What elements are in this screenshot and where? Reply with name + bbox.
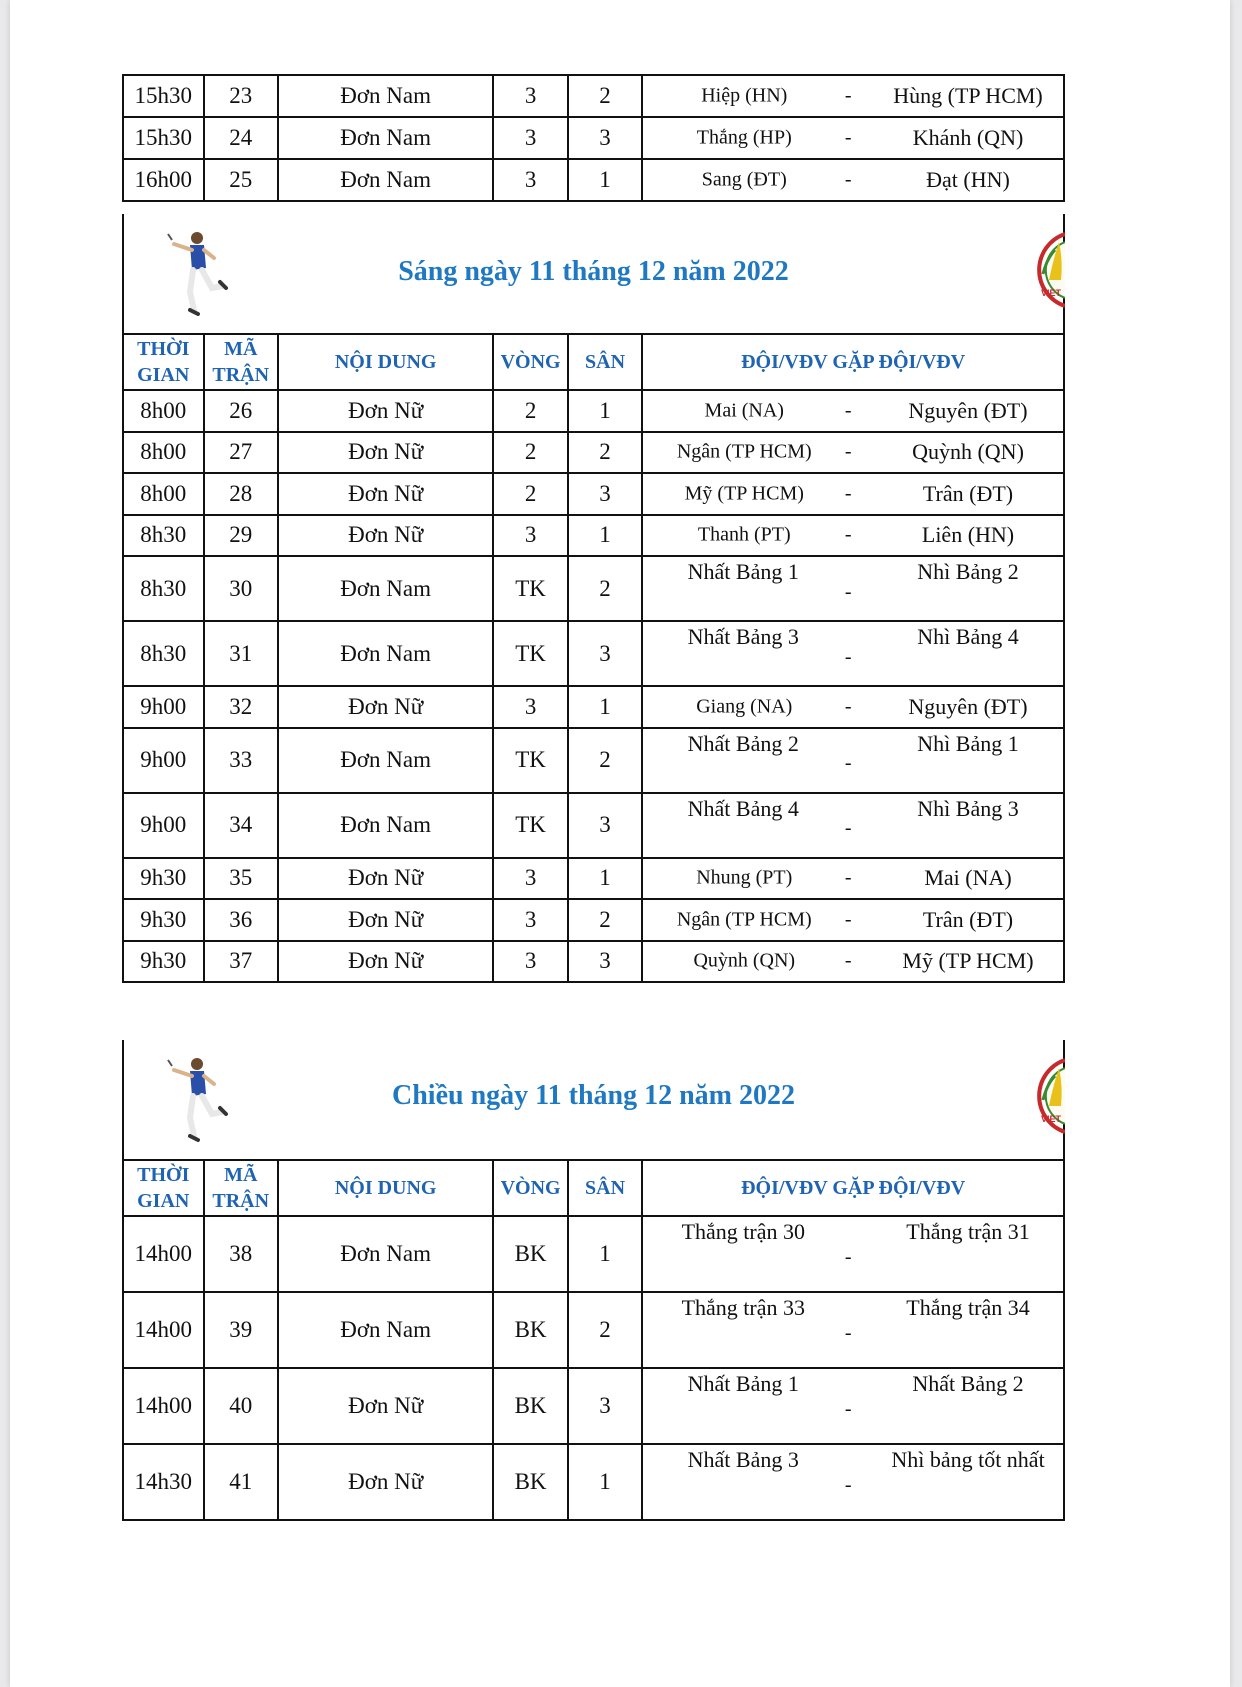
event-cell: Đơn Nữ (278, 1368, 493, 1444)
court-cell: 1 (568, 1216, 642, 1292)
time-cell: 8h30 (123, 515, 204, 557)
table-row (123, 858, 1064, 900)
player-two: Nhì Bảng 2 (917, 559, 1019, 584)
player-two: Nhì Bảng 3 (917, 795, 1019, 821)
event-cell: Đơn Nam (278, 1292, 493, 1368)
player-one: Hiệp (HN) (701, 84, 788, 107)
versus-separator: - (844, 816, 852, 839)
player-two: Đạt (HN) (926, 167, 1010, 192)
header-round: VÒNG (493, 1160, 567, 1216)
player-one: Nhất Bảng 2 (687, 730, 799, 756)
player-one: Thanh (PT) (697, 523, 791, 546)
match-code-cell: 28 (204, 473, 278, 515)
matchup-cell (642, 621, 1064, 686)
player-two: Thắng trận 34 (906, 1295, 1030, 1320)
player-two: Nhì bảng tốt nhất (891, 1447, 1045, 1472)
versus-separator: - (844, 1321, 852, 1344)
header-match-code: MÃ TRẬN (204, 334, 278, 390)
round-cell: TK (493, 556, 567, 621)
matchup-cell (642, 686, 1064, 728)
event-cell: Đơn Nam (278, 1216, 493, 1292)
player-one: Nhất Bảng 4 (687, 795, 799, 821)
court-cell: 1 (568, 1444, 642, 1520)
event-cell: Đơn Nữ (278, 432, 493, 474)
table-row (123, 793, 1064, 858)
round-cell: 3 (493, 159, 567, 201)
matchup-cell (642, 473, 1064, 515)
player-one: Nhất Bảng 3 (687, 624, 799, 649)
time-cell: 14h00 (123, 1216, 204, 1292)
event-cell: Đơn Nam (278, 159, 493, 201)
event-cell: Đơn Nam (278, 75, 493, 117)
time-cell: 8h00 (123, 432, 204, 474)
round-cell: 3 (493, 899, 567, 941)
versus-separator: - (844, 1473, 852, 1496)
versus-separator: - (844, 440, 852, 463)
matchup-cell (642, 556, 1064, 621)
player-two: Liên (HN) (921, 522, 1015, 548)
table-row (123, 117, 1064, 159)
round-cell: 3 (493, 515, 567, 557)
match-code-cell: 29 (204, 515, 278, 557)
matchup-cell (642, 1292, 1064, 1368)
court-cell: 1 (568, 686, 642, 728)
round-cell: BK (493, 1216, 567, 1292)
time-cell: 9h00 (123, 686, 204, 728)
versus-separator: - (844, 399, 852, 422)
federation-logo-icon (1019, 1056, 1065, 1136)
player-one: Giang (NA) (696, 695, 793, 718)
matchup-cell (642, 1216, 1064, 1292)
player-one: Thắng trận 33 (681, 1295, 805, 1320)
round-cell: TK (493, 793, 567, 858)
round-cell: TK (493, 621, 567, 686)
player-two: Trân (ĐT) (922, 906, 1014, 932)
court-cell: 2 (568, 75, 642, 117)
match-code-cell: 30 (204, 556, 278, 621)
header-match: ĐỘI/VĐV GẶP ĐỘI/VĐV (642, 334, 1064, 390)
match-code-cell: 32 (204, 686, 278, 728)
table-row (123, 1216, 1064, 1292)
table-row (123, 473, 1064, 515)
versus-separator: - (844, 866, 852, 889)
table-header-row (123, 1160, 1064, 1216)
versus-separator: - (844, 645, 852, 668)
versus-separator: - (844, 482, 852, 505)
header-time: THỜI GIAN (123, 334, 204, 390)
match-code-cell: 24 (204, 117, 278, 159)
matchup-cell (642, 793, 1064, 858)
event-cell: Đơn Nữ (278, 941, 493, 983)
round-cell: BK (493, 1444, 567, 1520)
matchup-cell (642, 899, 1064, 941)
round-cell: 2 (493, 473, 567, 515)
table-row (123, 390, 1064, 432)
header-match-code: MÃ TRẬN (204, 1160, 278, 1216)
player-two: Nhì Bảng 4 (917, 624, 1019, 649)
time-cell: 9h00 (123, 793, 204, 858)
table-row (123, 556, 1064, 621)
player-two: Mai (NA) (924, 865, 1012, 891)
header-match: ĐỘI/VĐV GẶP ĐỘI/VĐV (642, 1160, 1064, 1216)
time-cell: 8h00 (123, 473, 204, 515)
player-one: Nhung (PT) (696, 866, 793, 889)
player-two: Hùng (TP HCM) (893, 83, 1043, 108)
player-one: Mai (NA) (704, 399, 784, 422)
round-cell: BK (493, 1368, 567, 1444)
table-row (123, 941, 1064, 983)
matchup-cell (642, 390, 1064, 432)
player-one: Mỹ (TP HCM) (684, 482, 804, 505)
schedule-table-top (122, 74, 1065, 202)
matchup-cell (642, 75, 1064, 117)
header-event: NỘI DUNG (278, 334, 493, 390)
time-cell: 15h30 (123, 117, 204, 159)
event-cell: Đơn Nữ (278, 899, 493, 941)
event-cell: Đơn Nữ (278, 515, 493, 557)
court-cell: 3 (568, 117, 642, 159)
table-row (123, 1444, 1064, 1520)
schedule-table-morning (122, 333, 1065, 983)
header-time: THỜI GIAN (123, 1160, 204, 1216)
player-two: Nguyên (ĐT) (908, 693, 1028, 719)
court-cell: 3 (568, 941, 642, 983)
event-cell: Đơn Nam (278, 556, 493, 621)
event-cell: Đơn Nữ (278, 858, 493, 900)
match-code-cell: 38 (204, 1216, 278, 1292)
schedule-table-afternoon (122, 1159, 1065, 1521)
federation-logo-icon (1019, 230, 1065, 310)
event-cell: Đơn Nữ (278, 473, 493, 515)
header-court: SÂN (568, 334, 642, 390)
event-cell: Đơn Nam (278, 621, 493, 686)
table-row (123, 899, 1064, 941)
player-one: Ngân (TP HCM) (676, 440, 812, 463)
table-row (123, 686, 1064, 728)
player-one: Quỳnh (QN) (693, 949, 796, 972)
match-code-cell: 34 (204, 793, 278, 858)
match-code-cell: 39 (204, 1292, 278, 1368)
player-two: Nguyên (ĐT) (908, 397, 1028, 423)
versus-separator: - (844, 126, 852, 149)
match-code-cell: 36 (204, 899, 278, 941)
player-two: Nhất Bảng 2 (912, 1371, 1024, 1396)
table-row (123, 432, 1064, 474)
header-round: VÒNG (493, 334, 567, 390)
matchup-cell (642, 941, 1064, 983)
round-cell: 3 (493, 686, 567, 728)
table-row (123, 1368, 1064, 1444)
court-cell: 3 (568, 1368, 642, 1444)
court-cell: 1 (568, 858, 642, 900)
round-cell: 3 (493, 117, 567, 159)
court-cell: 1 (568, 159, 642, 201)
match-code-cell: 26 (204, 390, 278, 432)
versus-separator: - (844, 580, 852, 603)
table-row (123, 728, 1064, 793)
matchup-cell (642, 728, 1064, 793)
round-cell: 3 (493, 75, 567, 117)
time-cell: 15h30 (123, 75, 204, 117)
time-cell: 9h30 (123, 941, 204, 983)
player-one: Thắng trận 30 (681, 1219, 805, 1244)
matchup-cell (642, 858, 1064, 900)
time-cell: 14h00 (123, 1292, 204, 1368)
matchup-cell (642, 515, 1064, 557)
versus-separator: - (844, 84, 852, 107)
time-cell: 8h00 (123, 390, 204, 432)
court-cell: 2 (568, 728, 642, 793)
match-code-cell: 27 (204, 432, 278, 474)
time-cell: 8h30 (123, 621, 204, 686)
svg-text:VIET: VIET (1041, 1114, 1062, 1124)
matchup-cell (642, 117, 1064, 159)
event-cell: Đơn Nam (278, 117, 493, 159)
round-cell: 3 (493, 858, 567, 900)
event-cell: Đơn Nam (278, 793, 493, 858)
player-two: Quỳnh (QN) (912, 439, 1024, 465)
match-code-cell: 37 (204, 941, 278, 983)
player-two: Khánh (QN) (912, 125, 1024, 150)
player-one: Ngân (TP HCM) (676, 908, 812, 931)
court-cell: 2 (568, 432, 642, 474)
player-two: Trân (ĐT) (922, 480, 1014, 506)
table-row (123, 515, 1064, 557)
time-cell: 9h30 (123, 899, 204, 941)
player-one: Nhất Bảng 3 (687, 1447, 799, 1472)
versus-separator: - (844, 168, 852, 191)
event-cell: Đơn Nữ (278, 1444, 493, 1520)
table-row (123, 75, 1064, 117)
court-cell: 2 (568, 899, 642, 941)
table-header-row (123, 334, 1064, 390)
player-one: Nhất Bảng 1 (687, 559, 799, 584)
afternoon-banner (122, 1040, 1065, 1160)
match-code-cell: 25 (204, 159, 278, 201)
court-cell: 1 (568, 390, 642, 432)
time-cell: 9h30 (123, 858, 204, 900)
match-code-cell: 35 (204, 858, 278, 900)
round-cell: 3 (493, 941, 567, 983)
versus-separator: - (844, 1245, 852, 1268)
time-cell: 8h30 (123, 556, 204, 621)
player-two: Nhì Bảng 1 (917, 730, 1019, 756)
court-cell: 2 (568, 556, 642, 621)
player-two: Thắng trận 31 (906, 1219, 1030, 1244)
round-cell: BK (493, 1292, 567, 1368)
versus-separator: - (844, 751, 852, 774)
event-cell: Đơn Nữ (278, 390, 493, 432)
afternoon-title: Chiều ngày 11 tháng 12 năm 2022 (392, 1080, 795, 1111)
event-cell: Đơn Nam (278, 728, 493, 793)
round-cell: 2 (493, 432, 567, 474)
document-page (10, 0, 1230, 1687)
player-one: Thắng (HP) (696, 126, 792, 149)
match-code-cell: 31 (204, 621, 278, 686)
time-cell: 16h00 (123, 159, 204, 201)
match-code-cell: 41 (204, 1444, 278, 1520)
player-one: Sang (ĐT) (701, 168, 787, 191)
court-cell: 3 (568, 793, 642, 858)
versus-separator: - (844, 1397, 852, 1420)
court-cell: 3 (568, 621, 642, 686)
player-two: Mỹ (TP HCM) (902, 948, 1034, 974)
player-one: Nhất Bảng 1 (687, 1371, 799, 1396)
match-code-cell: 23 (204, 75, 278, 117)
matchup-cell (642, 1368, 1064, 1444)
time-cell: 14h00 (123, 1368, 204, 1444)
matchup-cell (642, 159, 1064, 201)
round-cell: 2 (493, 390, 567, 432)
versus-separator: - (844, 949, 852, 972)
matchup-cell (642, 432, 1064, 474)
court-cell: 1 (568, 515, 642, 557)
event-cell: Đơn Nữ (278, 686, 493, 728)
time-cell: 9h00 (123, 728, 204, 793)
header-court: SÂN (568, 1160, 642, 1216)
versus-separator: - (844, 695, 852, 718)
table-row (123, 1292, 1064, 1368)
court-cell: 3 (568, 473, 642, 515)
header-event: NỘI DUNG (278, 1160, 493, 1216)
svg-text:VIET: VIET (1041, 288, 1062, 298)
match-code-cell: 33 (204, 728, 278, 793)
court-cell: 2 (568, 1292, 642, 1368)
morning-title: Sáng ngày 11 tháng 12 năm 2022 (398, 256, 789, 287)
round-cell: TK (493, 728, 567, 793)
match-code-cell: 40 (204, 1368, 278, 1444)
matchup-cell (642, 1444, 1064, 1520)
versus-separator: - (844, 523, 852, 546)
morning-banner (122, 214, 1065, 334)
versus-separator: - (844, 908, 852, 931)
time-cell: 14h30 (123, 1444, 204, 1520)
table-row (123, 621, 1064, 686)
table-row (123, 159, 1064, 201)
